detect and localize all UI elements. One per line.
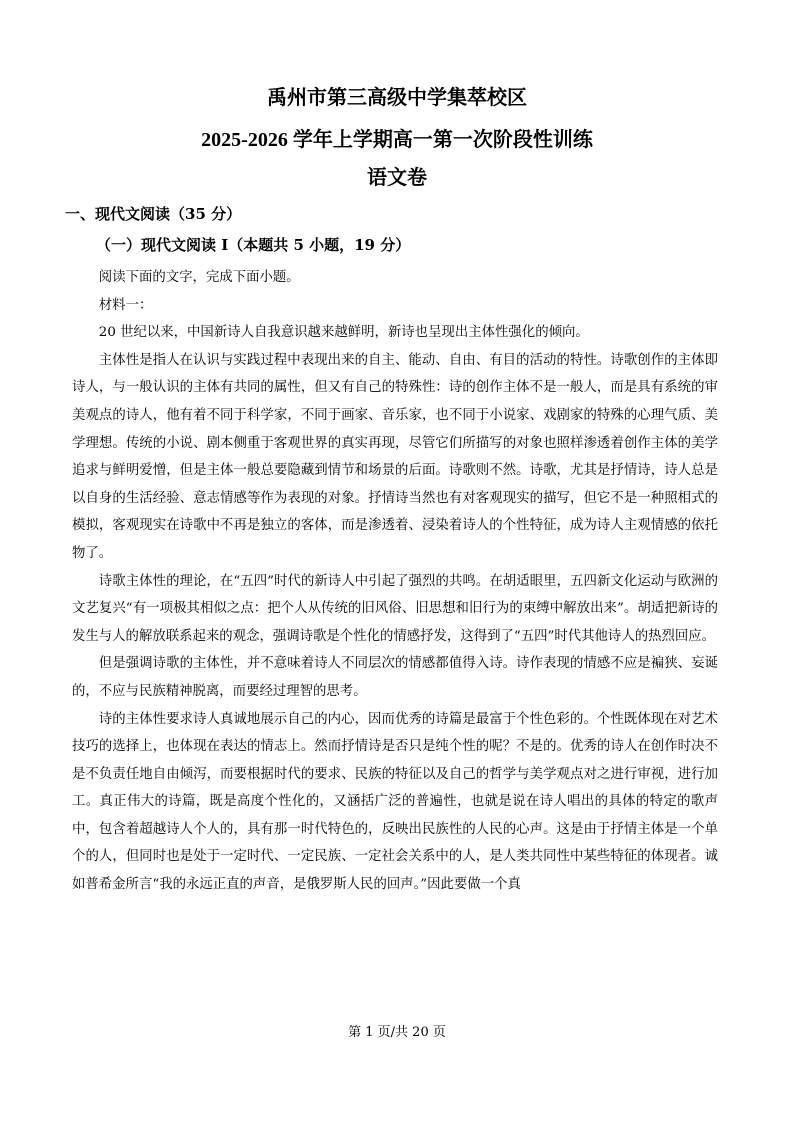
subject-title: 语文卷 (367, 167, 427, 189)
passage-paragraph: 20 世纪以来，中国新诗人自我意识越来越鲜明，新诗也呈现出主体性强化的倾向。 (98, 325, 589, 341)
subsection-heading: （一）现代文阅读 I（本题共 5 小题，19 分） (96, 236, 411, 254)
passage-paragraph: 但是强调诗歌的主体性，并不意味着诗人不同层次的情感都值得入诗。诗作表现的情感不应是褊狭、妄诞的，不应与民族精神脱离，而要经过理智的思考。 (72, 656, 718, 699)
reading-passage (72, 264, 718, 899)
passage-paragraph: 主体性是指人在认识与实践过程中表现出来的自主、能动、自由、有目的活动的特性。诗歌创作的主体即诗人，与一般认识的主体有共同的属性，但又有自己的特殊性：诗的创作主体不是一般人，而是具有系统的审美观点的诗人，他有着不同于科学家，不同于画家、音乐家，也不同于小说家、戏剧家的特殊的心理气质、美学理想。传统的小说、剧本侧重于客观世界的真实再现，尽管它们所描写的对象也照样渗透着创作主体的美学追求与鲜明爱憎，但是主体一般总要隐藏到情节和场景的后面。诗歌则不然。诗歌，尤其是抒情诗，诗人总是以自身的生活经验、意志情感等作为表现的对象。抒情诗当然也有对客观现实的描写，但它不是一种照相式的模拟，客观现实在诗歌中不再是独立的客体，而是渗透着、浸染着诗人的个性特征，成为诗人主观情感的依托物了。 (72, 352, 718, 561)
material-label: 材料一： (98, 297, 153, 313)
exam-title: 2025-2026 学年上学期高一第一次阶段性训练 (201, 129, 593, 151)
instruction-paragraph: 阅读下面的文字，完成下面小题。 (98, 270, 300, 285)
page-number: 第 1 页/共 20 页 (348, 1025, 446, 1040)
passage-paragraph: 诗的主体性要求诗人真诚地展示自己的内心，因而优秀的诗篇是最富于个性色彩的。个性既体现在对艺术技巧的选择上，也体现在表达的情志上。然而抒情诗是否只是纯个性的呢？不是的。优秀的诗人在创作时决不是不负责任地自由倾泻，而要根据时代的要求、民族的特征以及自己的哲学与美学观点对之进行审视，进行加工。真正伟大的诗篇，既是高度个性化的，又涵括广泛的普遍性，也就是说在诗人唱出的具体的特定的歌声中，包含着超越诗人个人的，具有那一时代特色的，反映出民族性的人民的心声。这是由于抒情主体是一个单个的人，但同时也是处于一定时代、一定民族、一定社会关系中的人，是人类共同性中某些特征的体现者。诚如普希金所言“我的永远正直的声音，是俄罗斯人民的回声。”因此要做一个真 (72, 711, 718, 893)
passage-paragraph: 诗歌主体性的理论，在“五四”时代的新诗人中引起了强烈的共鸣。在胡适眼里，五四新文化运动与欧洲的文艺复兴“有一项极其相似之点：把个人从传统的旧风俗、旧思想和旧行为的束缚中解放出来”。胡适把新诗的发生与人的解放联系起来的观念，强调诗歌是个性化的情感抒发，这得到了“五四”时代其他诗人的热烈回应。 (72, 573, 718, 644)
school-title: 禹州市第三高级中学集萃校区 (267, 87, 527, 109)
section-heading: 一、现代文阅读（35 分） (65, 205, 242, 223)
